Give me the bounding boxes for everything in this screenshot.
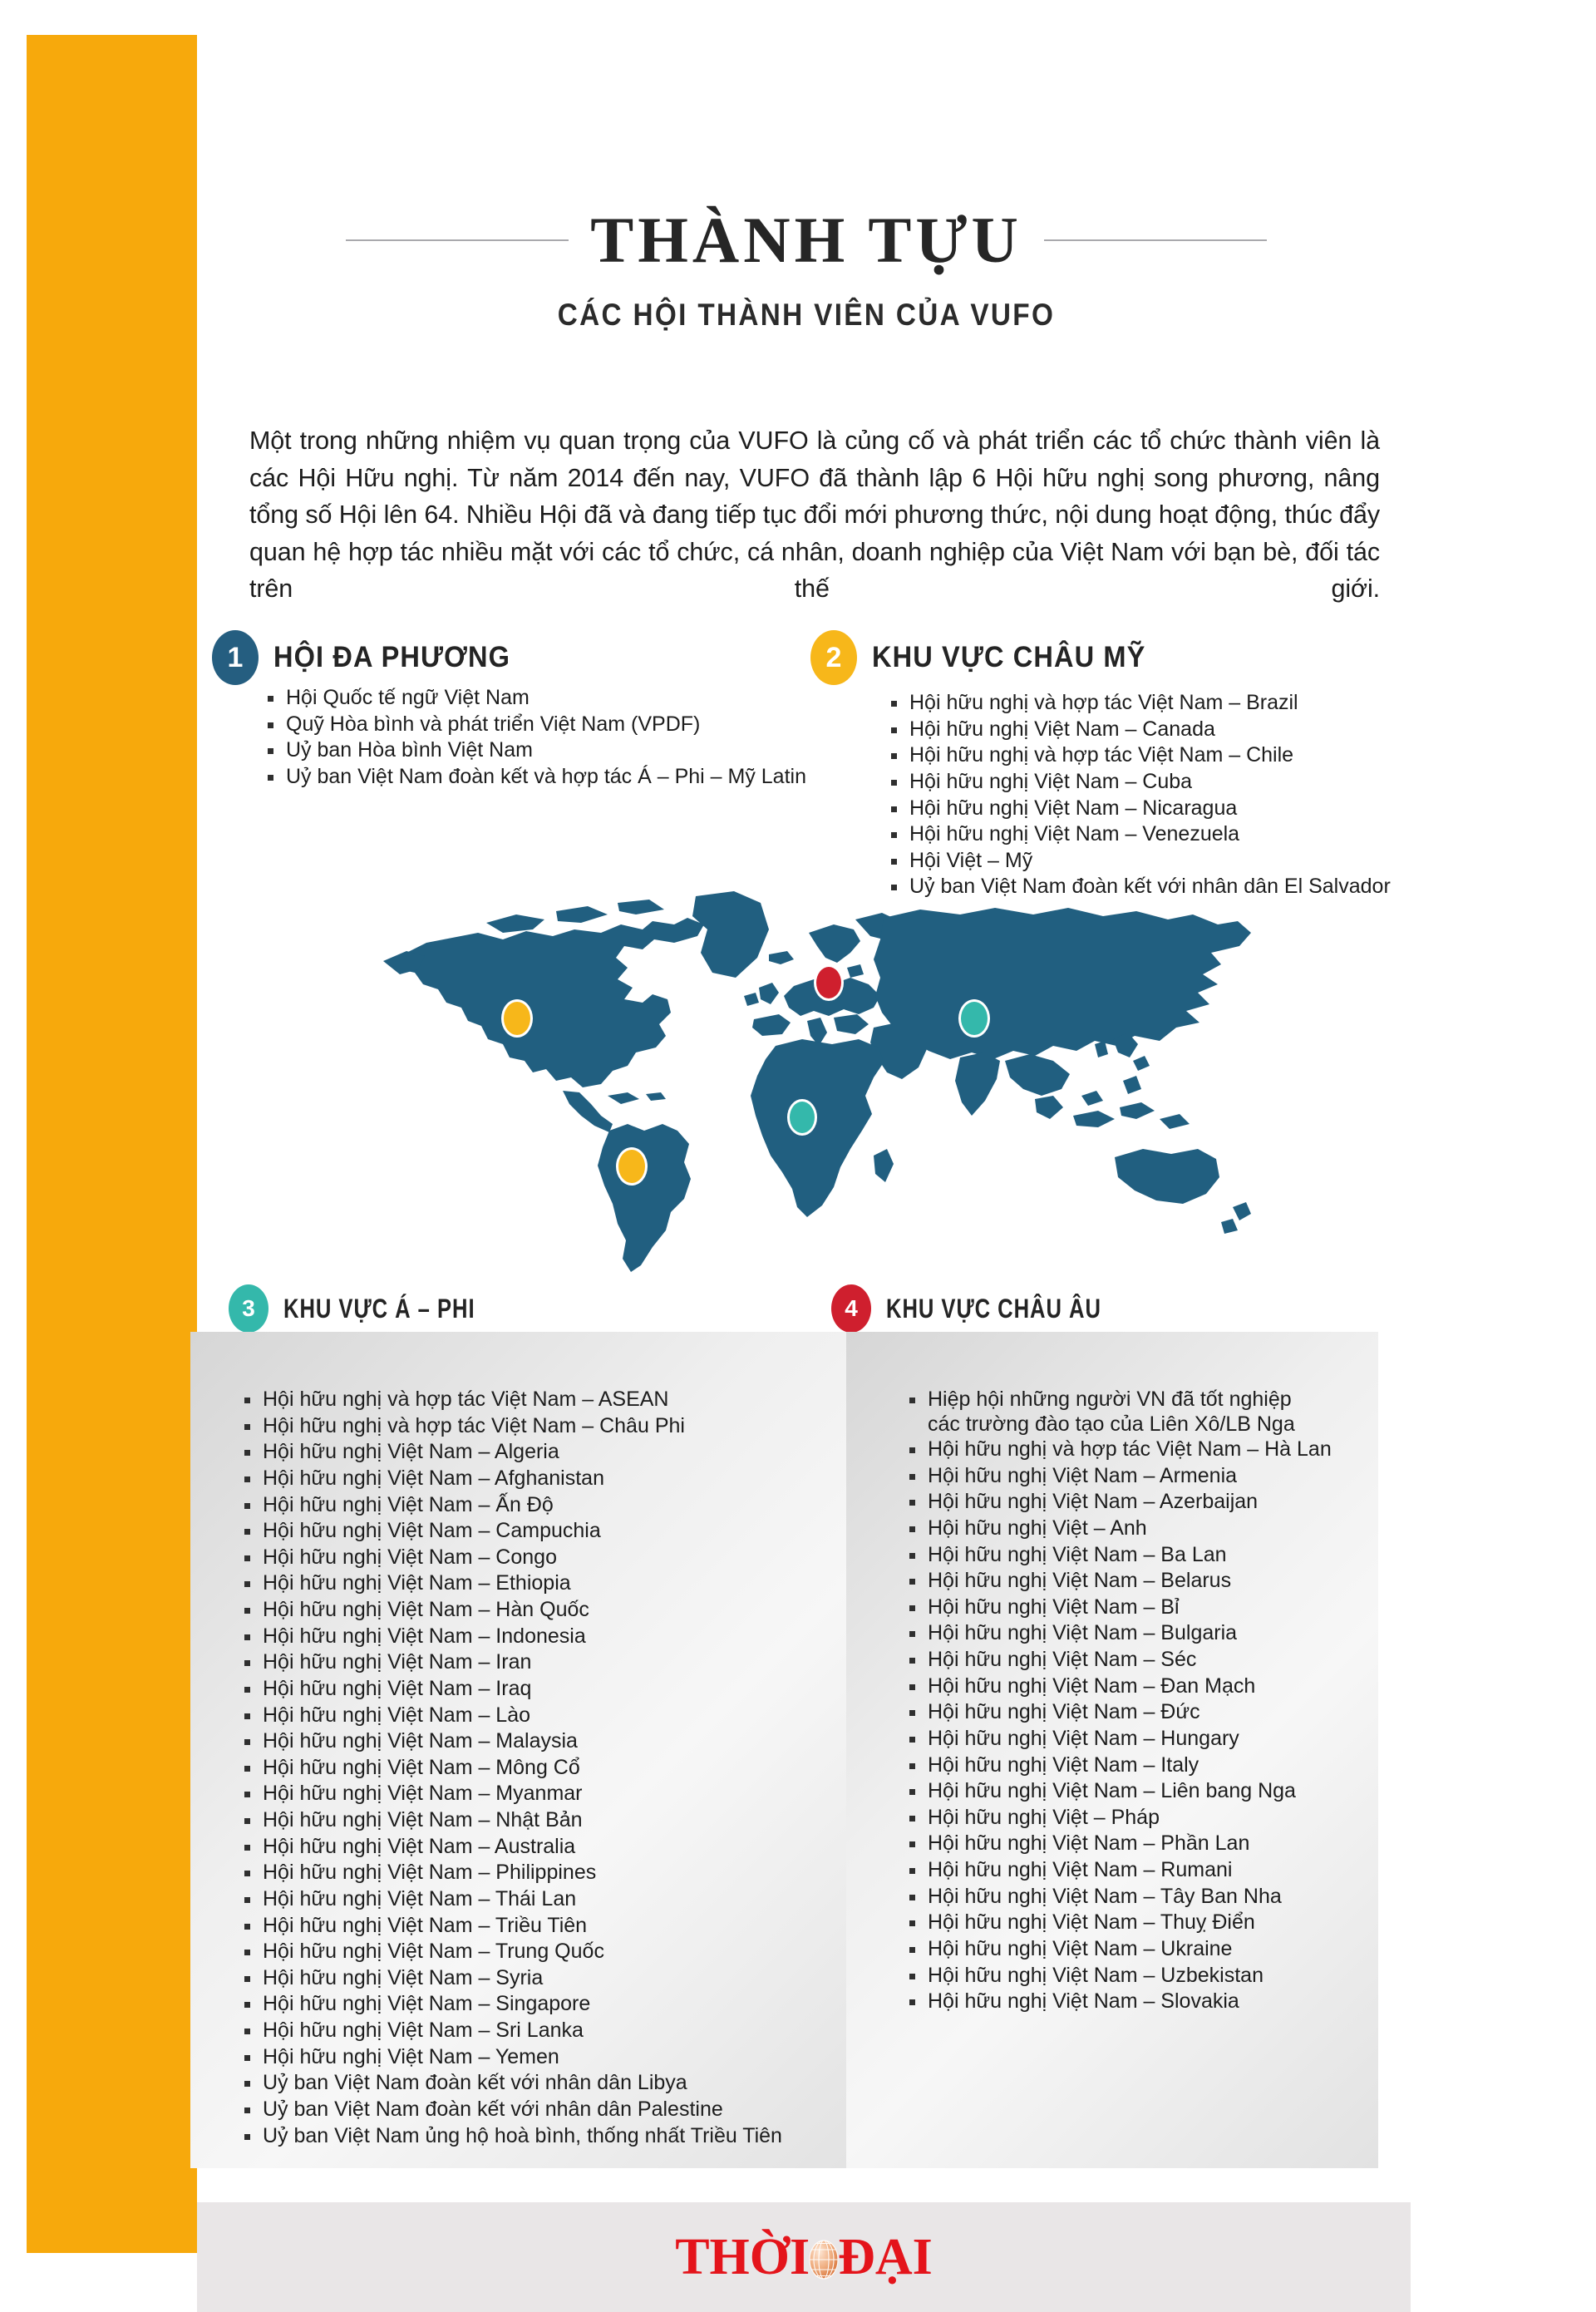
section-badge-2: 2 [810,630,857,685]
list-item: Hội hữu nghị Việt Nam – Ethiopia [241,1570,782,1597]
logo-text-thoi: THỜI [675,2229,810,2285]
list-item: Hội hữu nghị Việt Nam – Algeria [241,1439,782,1466]
list-item: Hội hữu nghị Việt Nam – Philippines [241,1860,782,1886]
list-item: Hội hữu nghị Việt Nam – Thái Lan [241,1886,782,1913]
list-item: Hội hữu nghị Việt Nam – Triều Tiên [241,1913,782,1940]
list-item: Hội hữu nghị Việt Nam – Hungary [906,1726,1332,1752]
list-item: Hội hữu nghị Việt – Pháp [906,1805,1332,1831]
section-title-4: KHU VỰC CHÂU ÂU [886,1293,1101,1324]
list-item: Uỷ ban Việt Nam đoàn kết với nhân dân Palestine [241,2097,782,2123]
section-list-2 [888,690,1391,900]
intro-paragraph: Một trong những nhiệm vụ quan trọng của VUFO là củng cố và phát triển các tổ chức thành viên là các Hội Hữu nghị. Từ năm 2014 đến nay, VUFO đã thành lập 6 Hội hữu nghị song phương, nâng tổng số Hội lên 64. Nhiều Hội đã và đang tiếp tục đổi mới phương thức, nội dung hoạt động, thúc đẩy quan hệ hợp tác nhiều mặt với các tổ chức, cá nhân, doanh nghiệp của Việt Nam với bạn bè, đối tác trên thế giới. [249,426,1380,604]
section-list-4 [906,1387,1332,2015]
list-item: Hội hữu nghị Việt Nam – Nhật Bản [241,1807,782,1834]
section-title-3: KHU VỰC Á – PHI [283,1293,475,1324]
list-item: Hội hữu nghị Việt Nam – Đức [906,1699,1332,1726]
map-marker-europe-russia [814,964,844,1001]
section-header-2 [810,630,1166,685]
list-item: Hội hữu nghị Việt Nam – Phần Lan [906,1831,1332,1857]
section-header-3 [229,1284,523,1333]
list-item: Hội hữu nghị Việt Nam – Iran [241,1649,782,1676]
page-title: THÀNH TỰU [590,204,1022,276]
page-header [224,204,1388,333]
section-list-1 [264,685,806,791]
list-item: Hội hữu nghị Việt Nam – Venezuela [888,821,1391,848]
logo-text-dai: ĐẠI [838,2229,933,2285]
list-item: Hội hữu nghị Việt Nam – Bulgaria [906,1620,1332,1647]
list-item: Uỷ ban Việt Nam đoàn kết với nhân dân El Salvador [888,874,1391,900]
section-badge-3: 3 [229,1284,268,1333]
map-marker-south-america [616,1147,648,1186]
list-item: Hội hữu nghị Việt Nam – Liên bang Nga [906,1778,1332,1805]
world-map [378,881,1259,1280]
map-landmasses [383,891,1251,1272]
list-item: Hội hữu nghị và hợp tác Việt Nam – Hà Lan [906,1437,1332,1463]
map-marker-north-america [501,999,533,1038]
list-item: Hội hữu nghị Việt Nam – Bỉ [906,1595,1332,1621]
list-item: Hội hữu nghị Việt Nam – Hàn Quốc [241,1597,782,1624]
list-item: Hội hữu nghị Việt Nam – Malaysia [241,1728,782,1755]
list-item: Hội hữu nghị Việt Nam – Cuba [888,769,1391,796]
list-item: Hội hữu nghị và hợp tác Việt Nam – ASEAN [241,1387,782,1413]
list-item: Quỹ Hòa bình và phát triển Việt Nam (VPDF) [264,712,806,738]
list-item: Hội hữu nghị Việt Nam – Singapore [241,1991,782,2018]
list-item: Hội hữu nghị Việt Nam – Ukraine [906,1936,1332,1963]
title-row [224,204,1388,276]
list-item: Hội hữu nghị Việt Nam – Uzbekistan [906,1963,1332,1989]
list-item: Hội hữu nghị Việt Nam – Italy [906,1752,1332,1779]
section-title-1: HỘI ĐA PHƯƠNG [273,641,511,673]
section-title-2: KHU VỰC CHÂU MỸ [872,641,1146,673]
list-item: Hội hữu nghị Việt Nam – Rumani [906,1857,1332,1884]
list-item: Hội hữu nghị Việt Nam – Slovakia [906,1989,1332,2015]
list-item: Uỷ ban Việt Nam đoàn kết với nhân dân Libya [241,2070,782,2097]
title-rule-left [346,239,569,241]
list-item: Hội hữu nghị Việt Nam – Afghanistan [241,1466,782,1492]
list-item: Hội hữu nghị và hợp tác Việt Nam – Châu Phi [241,1413,782,1440]
list-item: Hội hữu nghị Việt Nam – Mông Cổ [241,1755,782,1782]
list-item: Hội hữu nghị Việt Nam – Belarus [906,1568,1332,1595]
left-accent-bar [27,35,197,2253]
list-item: Hội hữu nghị Việt Nam – Yemen [241,2044,782,2071]
list-item: Hội hữu nghị Việt Nam – Syria [241,1965,782,1992]
list-item: Hội Quốc tế ngữ Việt Nam [264,685,806,712]
list-item: Hội hữu nghị và hợp tác Việt Nam – Brazil [888,690,1391,717]
list-item: Hội hữu nghị Việt Nam – Tây Ban Nha [906,1884,1332,1910]
list-item: Hội hữu nghị Việt Nam – Campuchia [241,1518,782,1545]
list-item: Hội hữu nghị Việt Nam – Iraq [241,1676,782,1703]
list-item: Hội hữu nghị và hợp tác Việt Nam – Chile [888,742,1391,769]
list-item: Hội hữu nghị Việt Nam – Myanmar [241,1781,782,1807]
list-item: Hiệp hội những người VN đã tốt nghiệp các trường đào tạo của Liên Xô/LB Nga [906,1387,1305,1437]
world-map-svg [378,881,1259,1280]
section-list-3 [241,1387,782,2149]
globe-icon [805,2238,843,2281]
list-item: Hội hữu nghị Việt Nam – Australia [241,1834,782,1861]
map-marker-africa [787,1099,817,1136]
list-item: Uỷ ban Việt Nam đoàn kết và hợp tác Á – Phi – Mỹ Latin [264,764,806,791]
list-item: Hội hữu nghị Việt Nam – Congo [241,1545,782,1571]
list-item: Hội Việt – Mỹ [888,848,1391,875]
list-item: Hội hữu nghị Việt Nam – Sri Lanka [241,2018,782,2044]
list-item: Hội hữu nghị Việt Nam – Lào [241,1703,782,1729]
list-item: Uỷ ban Hòa bình Việt Nam [264,737,806,764]
list-item: Hội hữu nghị Việt Nam – Trung Quốc [241,1939,782,1965]
list-item: Hội hữu nghị Việt Nam – Armenia [906,1463,1332,1490]
section-header-4 [831,1284,1155,1333]
list-item: Hội hữu nghị Việt – Anh [906,1516,1332,1542]
section-badge-4: 4 [831,1284,871,1333]
list-item: Hội hữu nghị Việt Nam – Canada [888,717,1391,743]
page-subtitle: CÁC HỘI THÀNH VIÊN CỦA VUFO [557,298,1056,332]
list-item: Hội hữu nghị Việt Nam – Đan Mạch [906,1674,1332,1700]
title-rule-right [1044,239,1267,241]
list-item: Hội hữu nghị Việt Nam – Indonesia [241,1624,782,1650]
footer-logo [197,2202,1411,2312]
map-marker-asia [958,999,990,1038]
list-item: Hội hữu nghị Việt Nam – Thuỵ Điển [906,1910,1332,1936]
section-badge-1: 1 [212,630,259,685]
list-item: Hội hữu nghị Việt Nam – Nicaragua [888,796,1391,822]
list-item: Hội hữu nghị Việt Nam – Ba Lan [906,1542,1332,1569]
list-item: Hội hữu nghị Việt Nam – Séc [906,1647,1332,1674]
section-header-1 [212,630,529,685]
list-item: Hội hữu nghị Việt Nam – Azerbaijan [906,1489,1332,1516]
list-item: Hội hữu nghị Việt Nam – Ấn Độ [241,1492,782,1519]
list-item: Uỷ ban Việt Nam ủng hộ hoà bình, thống nhất Triều Tiên [241,2123,782,2150]
